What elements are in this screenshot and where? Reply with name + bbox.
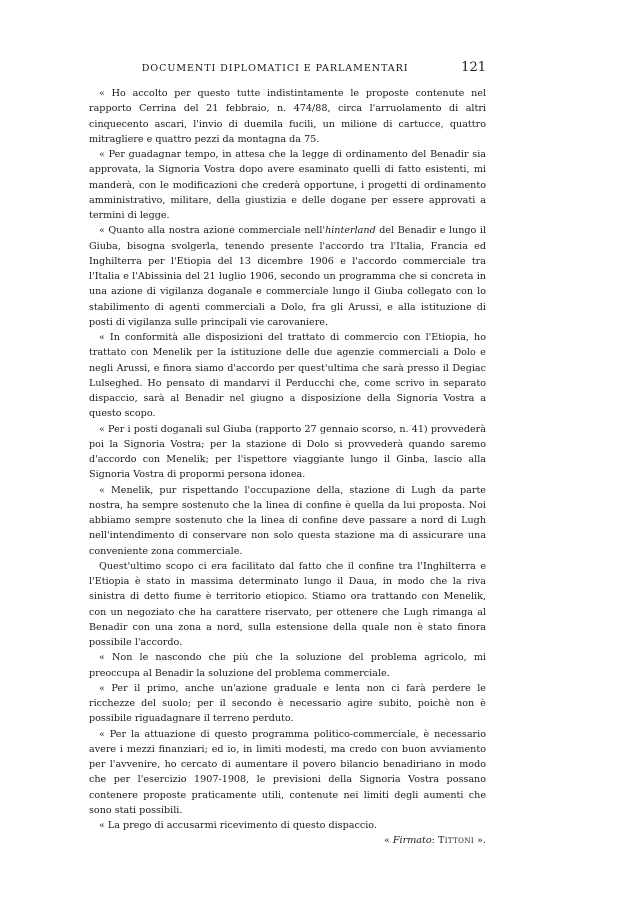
paragraph-11: « La prego di accusarmi ricevimento di questo dispaccio. (99, 820, 377, 831)
hinterland-term: hinterland (325, 225, 376, 237)
paragraph-6: « Menelik, pur rispettando l'occupazione della, stazione di Lugh da parte nostra, ha sempre sostenuto che la linea di confine è quella da lui proposta. Noi abbiamo sempre sostenuto che la linea di confine deve passare a nord di Lugh nell'intendimento di conservare non solo questa stazione ma di assicurare una conveniente zona commerciale. (89, 484, 486, 557)
paragraph-9: « Per il primo, anche un'azione graduale e lenta non ci farà perdere le ricchezze del suolo; per il secondo è necessario agire subito, poichè non è possibile riguadagnare il terreno perduto. (89, 682, 486, 725)
signature-close: ». (474, 835, 486, 847)
paragraph-8: « Non le nascondo che più che la soluzione del problema agricolo, mi preoccupa al Benadir la soluzione del problema commerciale. (89, 652, 486, 679)
paragraph-7: Quest'ultimo scopo ci era facilitato dal fatto che il confine tra l'Inghilterra e l'Etiopia è stato in massima determinato lungo il Daua, in modo che la riva sinistra di detto fiume è territorio etiopico. Stiamo ora trattando con Menelik, con un negoziato che ha carattere riservato, per ottenere che Lugh rimanga al Benadir con una zona a nord, sulla estensione della quale non è stato finora possibile l'accordo. (89, 560, 486, 648)
signature-open: « (383, 835, 393, 847)
paragraph-3 (89, 223, 486, 330)
signature-name: Tittoni (437, 835, 475, 847)
signature (89, 833, 486, 848)
paragraph-1: « Ho accolto per questo tutte indistintamente le proposte contenute nel rapporto Cerrina del 21 febbraio, n. 474/88, circa l'arruolamento di altri cinquecento ascari, l'invio di duemila fucili, un milione di cartucce, quattro mitragliere e quattro pezzi da montagna da 75. (89, 88, 486, 145)
document-body (89, 86, 486, 849)
header-title: DOCUMENTI DIPLOMATICI E PARLAMENTARI (141, 63, 409, 74)
paragraph-10: « Per la attuazione di questo programma politico-commerciale, è necessario avere i mezzi finanziari; ed io, in limiti modesti, ma credo con buon avviamento per l'avvenire, ho cercato di aumentare il povero bilancio benadiriano in modo che per l'esercizio 1907-1908, le previsioni della Signoria Vostra possano contenere proposte praticamente utili, contenute nei limiti degli aumenti che sono stati possibili. (89, 728, 486, 816)
paragraph-2: « Per guadagnar tempo, in attesa che la legge di ordinamento del Benadir sia approvata, la Signoria Vostra dopo avere esaminato quelli di fatto esistenti, mi manderà, con le modificazioni che crederà opportune, i progetti di ordinamento amministrativo, militare, della giustizia e delle dogane per essere approvati a termini di legge. (89, 149, 486, 221)
document-page (89, 60, 486, 849)
paragraph-5: « Per i posti doganali sul Giuba (rapporto 27 gennaio scorso, n. 41) provvederà poi la Signoria Vostra; per la stazione di Dolo si provvederà quando saremo d'accordo con Menelik; per l'ispettore viaggiante lungo il Ginba, lascio alla Signoria Vostra di propormi persona idonea. (89, 423, 486, 481)
paragraph-4: « In conformità alle disposizioni del trattato di commercio con l'Etiopia, ho trattato con Menelik per la istituzione delle due agenzie commerciali a Dolo e negli Arussi, e finora siamo d'accordo per quest'ultima che sarà presso il Degiac Lulseghed. Ho pensato di mandarvi il Perducchi che, come scrivo in separato dispaccio, sarà al Benadir nel giugno a disposizione della Signoria Vostra a questo scopo. (89, 332, 486, 420)
page-number: 121 (461, 60, 486, 75)
signature-label: Firmato (392, 835, 432, 847)
paragraph-3-start: « Quanto alla nostra azione commerciale nell' (99, 225, 326, 237)
paragraph-3-rest: del Benadir e lungo il Giuba, bisogna svolgerla, tenendo presente l'accordo tra l'Italia, Francia ed Inghilterra per l'Etiopia del 13 dicembre 1906 e l'accordo commerciale tra l'Italia e l'Abissinia del 21 luglio 1906, secondo un programma che si concreta in una azione di vigilanza doganale e commerciale lungo il Giuba collegato con lo stabilimento di agenti commerciali a Dolo, fra gli Arussi, e alla istituzione di posti di vigilanza sulle principali vie carovaniere. (89, 225, 486, 328)
signature-separator: : (431, 835, 438, 847)
running-header (89, 60, 486, 80)
